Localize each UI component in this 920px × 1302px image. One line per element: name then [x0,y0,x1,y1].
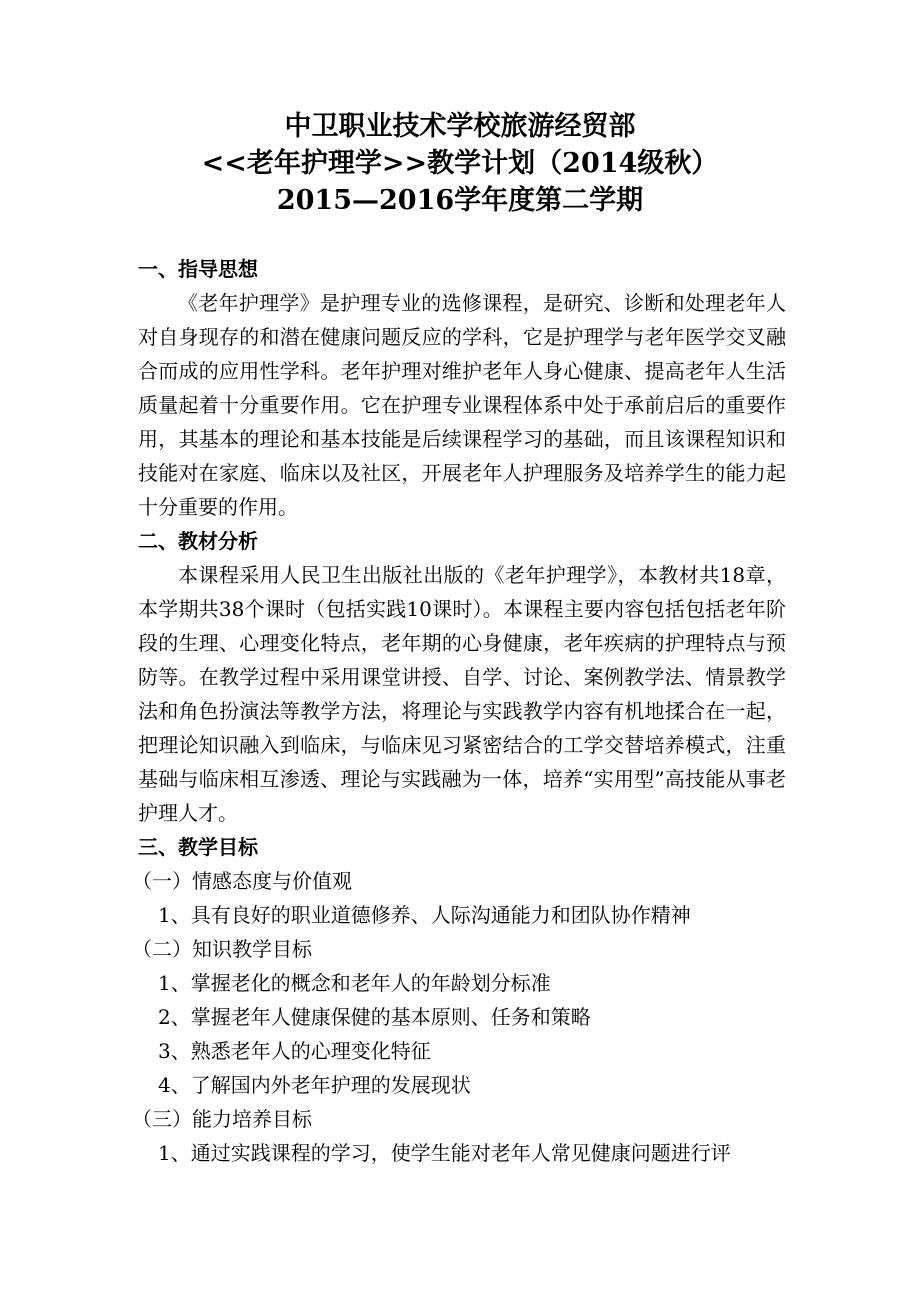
title-course-plan: <<老年护理学>>教学计划（2014级秋） [201,148,719,179]
document-body [132,252,786,1170]
section-heading-textbook-analysis: 二、教材分析 [138,529,258,553]
list-item: 1、具有良好的职业道德修养、人际沟通能力和团队协作精神 [158,903,691,927]
section-heading-guiding-ideology: 一、指导思想 [138,257,258,281]
list-item: 1、通过实践课程的学习，使学生能对老年人常见健康问题进行评 [158,1141,731,1165]
list-item: 1、掌握老化的概念和老年人的年龄划分标准 [158,971,551,995]
document-title [0,108,920,219]
subheading-attitudes-values: （一）情感态度与价值观 [132,869,352,893]
list-item: 2、掌握老年人健康保健的基本原则、任务和策略 [158,1005,591,1029]
list-item: 3、熟悉老年人的心理变化特征 [158,1039,431,1063]
subheading-ability-goals: （三）能力培养目标 [132,1107,312,1131]
list-item: 4、了解国内外老年护理的发展现状 [158,1073,471,1097]
title-academic-term: 2015—2016学年度第二学期 [276,185,644,216]
subheading-knowledge-goals: （二）知识教学目标 [132,937,312,961]
paragraph-textbook-analysis: 本课程采用人民卫生出版社出版的《老年护理学》，本教材共18章，本学期共38个课时（包括实践10课时）。本课程主要内容包括包括老年阶段的生理、心理变化特点，老年期的心身健康，老年疾病的护理特点与预防等。在教学过程中采用课堂讲授、自学、讨论、案例教学法、情景教学法和角色扮演法等教学方法，将理论与实践教学内容有机地揉合在一起，把理论知识融入到临床，与临床见习紧密结合的工学交替培养模式，注重基础与临床相互渗透、理论与实践融为一体，培养“实用型”高技能从事老护理人才。 [138,563,786,825]
section-heading-teaching-goals: 三、教学目标 [138,835,258,859]
paragraph-guiding-ideology: 《老年护理学》是护理专业的选修课程，是研究、诊断和处理老年人对自身现存的和潜在健康问题反应的学科，它是护理学与老年医学交叉融合而成的应用性学科。老年护理对维护老年人身心健康、提高老年人生活质量起着十分重要作用。它在护理专业课程体系中处于承前启后的重要作用，其基本的理论和基本技能是后续课程学习的基础，而且该课程知识和技能对在家庭、临床以及社区，开展老年人护理服务及培养学生的能力起十分重要的作用。 [138,291,786,519]
title-school-department: 中卫职业技术学校旅游经贸部 [284,111,636,142]
